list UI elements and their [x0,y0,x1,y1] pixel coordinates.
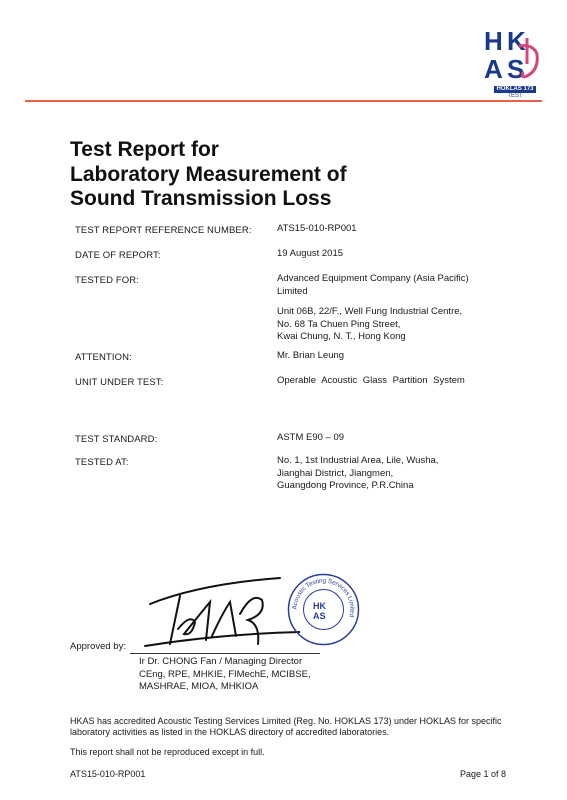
title-line-1: Test Report for [70,138,219,161]
hkas-logo [483,24,543,86]
tested-at-line-2: Jianghai District, Jiangmen, [277,467,394,479]
signer-credentials-1: CEng, RPE, MHKIE, FIMechE, MCIBSE, [139,668,311,680]
unit-value: Operable Acoustic Glass Partition System [277,375,465,386]
ref-label: TEST REPORT REFERENCE NUMBER: [75,225,252,236]
address-line-2: No. 68 Ta Chuen Ping Street, [277,318,401,330]
logo-letter-a: A [484,54,503,84]
accreditation-note: HKAS has accredited Acoustic Testing Services Limited (Reg. No. HOKLAS 173) under HOKLAS for specific laboratory activities as listed in the HOKLAS directory of accredited laboratories. [70,716,502,737]
signer-credentials-2: MASHRAE, MIOA, MHKIOA [139,681,259,692]
hoklas-number: HOKLAS 173 [496,86,534,92]
footer-reference: ATS15-010-RP001 [70,769,146,779]
hoklas-badge [487,86,543,100]
tested-at-value [277,455,438,493]
reproduction-note: This report shall not be reproduced except in full. [70,747,265,757]
date-value: 19 August 2015 [277,248,344,259]
logo-letter-k: K [507,26,526,56]
unit-label: UNIT UNDER TEST: [75,377,164,388]
signature-line [130,653,320,654]
title-line-2: Laboratory Measurement of [70,162,347,186]
tested-at-label: TESTED AT: [75,457,129,468]
logo-letter-h: H [484,26,503,56]
signer-block [139,656,311,694]
page-number: Page 1 of 8 [460,769,507,779]
svg-text:AS: AS [313,611,326,621]
ref-value: ATS15-010-RP001 [277,223,357,234]
signature [140,574,300,654]
tested-at-line-1: No. 1, 1st Industrial Area, Lile, Wusha, [277,455,439,466]
tested-for-value [277,273,469,298]
client-address [277,306,462,344]
attention-value: Mr. Brian Leung [277,350,345,361]
date-label: DATE OF REPORT: [75,250,161,261]
logo-letter-s: S [507,54,525,84]
approved-by-label: Approved by: [70,641,126,652]
tested-for-label: TESTED FOR: [75,275,139,286]
report-title [70,138,347,212]
title-line-3: Sound Transmission Loss [70,187,332,210]
svg-text:HK: HK [313,601,326,611]
stamp-text: Acoustic Testing Services Limited [291,577,356,618]
company-stamp [287,573,360,646]
tested-at-line-3: Guangdong Province, P.R.China [277,480,414,491]
address-line-3: Kwai Chung, N. T., Hong Kong [277,331,406,342]
header-rule [25,100,542,102]
standard-value: ASTM E90 – 09 [277,432,345,443]
hoklas-test-label: TEST [507,93,523,99]
tested-for-line-2: Limited [277,285,308,297]
signer-name: Ir Dr. CHONG Fan / Managing Director [139,656,303,667]
address-line-1: Unit 06B, 22/F., Well Fung Industrial Centre, [277,306,463,317]
standard-label: TEST STANDARD: [75,434,158,445]
attention-label: ATTENTION: [75,352,132,363]
tested-for-line-1: Advanced Equipment Company (Asia Pacific) [277,273,469,284]
